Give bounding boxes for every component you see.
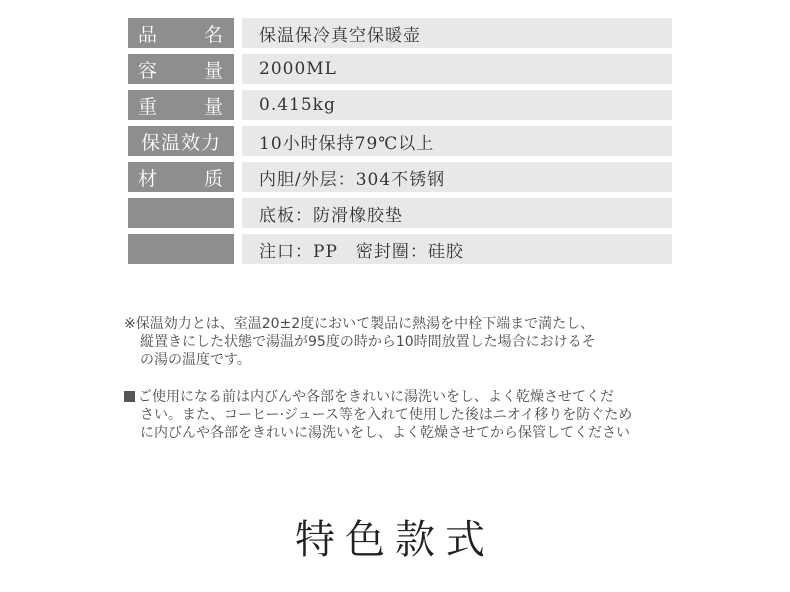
spec-table — [128, 18, 672, 270]
spec-row-name — [128, 18, 672, 48]
spec-row-insulation — [128, 126, 672, 156]
spec-label — [128, 126, 234, 156]
spec-label-part: 材 — [138, 167, 159, 190]
spec-label-empty — [128, 198, 234, 228]
spec-label — [128, 54, 234, 84]
insulation-note — [124, 315, 684, 369]
spec-row-capacity — [128, 54, 672, 84]
feature-title: 特色款式 — [295, 517, 495, 563]
usage-note — [124, 388, 684, 442]
spec-label-part: 质 — [203, 167, 224, 190]
note-line: の湯の温度です。 — [140, 352, 251, 368]
note-line: ※保温効力とは、室温20±2度において製品に熱湯を中栓下端まで満たし、 — [124, 316, 595, 332]
spec-value: 注口：PP 密封圈：硅胶 — [242, 234, 672, 264]
spec-value: 2000ML — [242, 54, 672, 84]
spec-label-part: 保温效力 — [140, 131, 221, 154]
note-line: 縦置きにした状態で湯温が95度の時から10時間放置した場合におけるそ — [140, 334, 596, 350]
spec-row-weight — [128, 90, 672, 120]
spec-row-spout — [128, 234, 672, 264]
spec-label — [128, 90, 234, 120]
note-line: に内びんや各部をきれいに湯洗いをし、よく乾燥させてから保管してください — [140, 425, 630, 441]
spec-label-empty — [128, 234, 234, 264]
note-text: ご使用になる前は内びんや各部をきれいに湯洗いをし、よく乾燥させてくだ — [138, 389, 614, 405]
spec-label-part: 重 — [138, 95, 159, 118]
square-bullet-icon — [124, 391, 135, 402]
spec-value: 底板：防滑橡胶垫 — [242, 198, 672, 228]
spec-label — [128, 18, 234, 48]
spec-label — [128, 162, 234, 192]
note-line-first — [124, 388, 684, 406]
spec-value: 10小时保持79℃以上 — [242, 126, 672, 156]
spec-label-part: 名 — [203, 23, 224, 46]
spec-value: 内胆/外层：304不锈钢 — [242, 162, 672, 192]
note-line: さい。また、コーヒー·ジュース等を入れて使用した後はニオイ移りを防ぐため — [140, 407, 633, 423]
spec-label-part: 量 — [203, 59, 224, 82]
spec-row-material — [128, 162, 672, 192]
spec-value: 0.415kg — [242, 90, 672, 120]
spec-label-part: 量 — [203, 95, 224, 118]
spec-value: 保温保冷真空保暖壶 — [242, 18, 672, 48]
spec-label-part: 品 — [138, 23, 159, 46]
spec-label-part: 容 — [138, 59, 159, 82]
spec-row-base — [128, 198, 672, 228]
